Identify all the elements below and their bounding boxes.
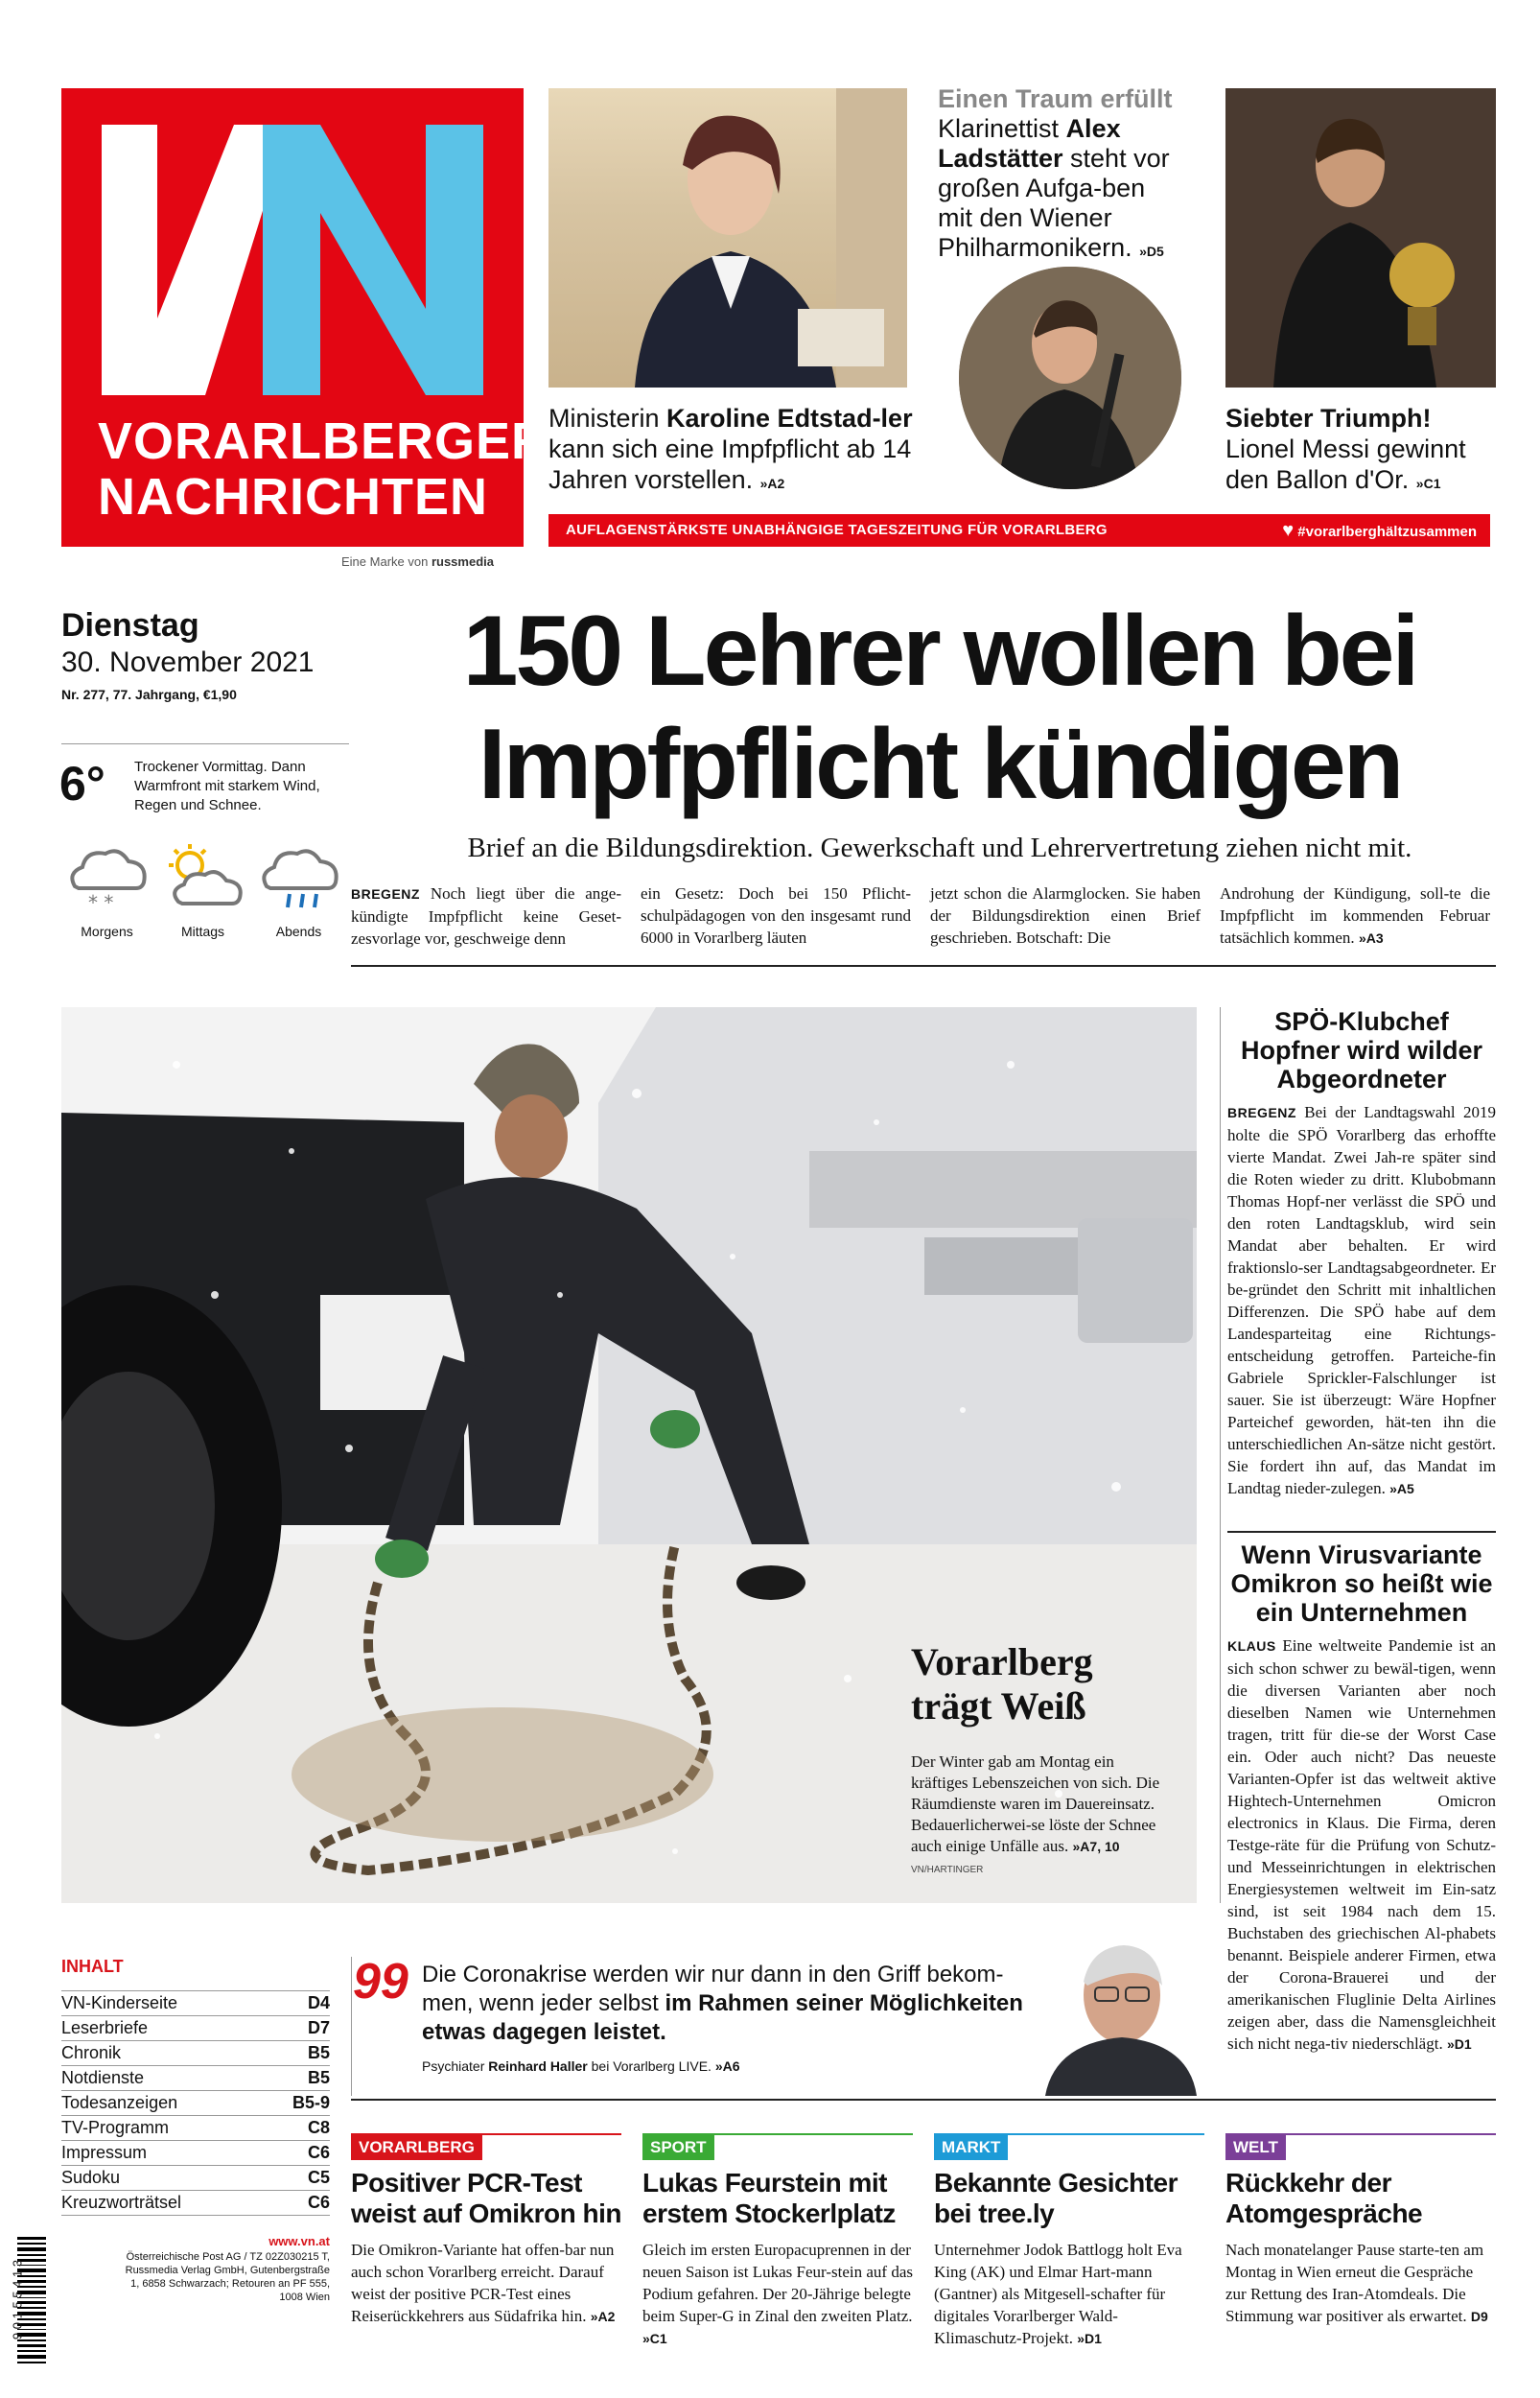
- spoe-place: BREGENZ: [1227, 1105, 1296, 1120]
- vn-logo-mark: [61, 88, 524, 405]
- spoe-head: SPÖ-Klubchef Hopfner wird wilder Abgeordneter: [1240, 1007, 1483, 1093]
- omikron-body: [1227, 1634, 1496, 2056]
- quote-bold: im Rahmen seiner Möglichkeiten etwas dagegen leistet.: [422, 1990, 1023, 2045]
- bottom-story-ref[interactable]: D9: [1470, 2309, 1488, 2324]
- index-row-label: Notdienste: [61, 2068, 145, 2087]
- spoe-story[interactable]: [1227, 1007, 1496, 1500]
- index-list: [61, 1990, 330, 2216]
- snow-cloud-icon: [63, 844, 152, 913]
- bottom-story-text: [351, 2239, 621, 2328]
- ladstaetter-teaser[interactable]: [938, 84, 1178, 267]
- brand-note: [341, 554, 494, 569]
- quote-text: [422, 1961, 1036, 2047]
- photo-title-line2: trägt Weiß: [911, 1684, 1086, 1728]
- bottom-story[interactable]: [642, 2133, 913, 2350]
- quote-source: [422, 2058, 1036, 2074]
- svg-text:* *: * *: [87, 891, 113, 913]
- brand-note-prefix: Eine Marke von: [341, 554, 429, 569]
- omikron-ref[interactable]: »D1: [1446, 2036, 1472, 2052]
- rain-cloud-icon: [255, 844, 343, 913]
- weather-midday-label: Mittags: [180, 924, 225, 939]
- haller-figure: [1036, 1918, 1197, 2096]
- weather-temp: 6°: [59, 757, 105, 811]
- bottom-story[interactable]: [934, 2133, 1204, 2350]
- weather-icons: [61, 844, 349, 959]
- messi-teaser[interactable]: [1225, 403, 1504, 499]
- messi-text: Lionel Messi gewinnt den Ballon d'Or.: [1225, 435, 1466, 494]
- edtstadler-name: Karoline Edtstad-ler: [666, 404, 913, 433]
- lead-subhead: Brief an die Bildungsdirektion. Gewerkschaft und Lehrervertretung ziehen nicht mit.: [467, 833, 1412, 863]
- photo-ref[interactable]: »A7, 10: [1072, 1839, 1120, 1854]
- snow-chain-photo[interactable]: [61, 1007, 1197, 1903]
- spoe-ref[interactable]: »A5: [1389, 1481, 1414, 1496]
- index-row-page: B5: [307, 2068, 330, 2087]
- bottom-story-head: Positiver PCR-Test weist auf Omikron hin: [351, 2168, 621, 2228]
- issue-info: Nr. 277, 77. Jahrgang, €1,90: [61, 687, 237, 702]
- edtstadler-post: kann sich eine Impfpflicht ab 14 Jahren vorstellen.: [548, 435, 912, 494]
- edtstadler-teaser[interactable]: [548, 403, 913, 499]
- index-row[interactable]: [61, 2166, 330, 2191]
- photo-credit: VN/HARTINGER: [911, 1865, 984, 1875]
- omikron-place: KLAUS: [1227, 1638, 1276, 1654]
- section-tag[interactable]: WELT: [1225, 2135, 1286, 2160]
- quote-mark-icon: 99: [353, 1954, 408, 2010]
- messi-ref[interactable]: »C1: [1415, 476, 1441, 491]
- edtstadler-pre: Ministerin: [548, 404, 667, 433]
- bottom-story[interactable]: [1225, 2133, 1496, 2328]
- spoe-text: Bei der Landtagswahl 2019 holte die SPÖ Vorarlberg das erhoffte vierte Mandat. Zwei Jah-re später sind die Roten wieder zu dritt. Klubobmann Thomas Hopf-ner verlässt die SPÖ und den roten Landtagsklub, wird sein Mandat aber behalten. Er wird fraktionslo-ser Landtagsabgeordneter. Er be-gründet den Schritt mit inhaltlichen Differenzen. Die SPÖ habe auf dem Landesparteitag eine Richtungs-entscheidung getroffen. Parteiche-fin Gabriele Sprickler-Falschlunger ist sauer. Sie ist überzeugt: Wäre Hopfner Parteichef geworden, hät-ten ihn die unterschiedlichen An-sätze nicht gestört. Sie fordert ihn auf, das Mandat im Landtag nieder-zulegen.: [1227, 1103, 1496, 1497]
- index-row-label: Leserbriefe: [61, 2018, 149, 2037]
- haller-portrait[interactable]: [1036, 1918, 1197, 2096]
- bottom-story-body: Gleich im ersten Europacuprennen in der neuen Saison ist Lukas Feur-stein auf das Podium gefahren. Der 20-Jährige belegte beim Super-G in Zinal den zweiten Platz.: [642, 2241, 913, 2325]
- photo-caption: [911, 1751, 1160, 1881]
- weather-evening: [253, 844, 344, 939]
- index-title: INHALT: [61, 1957, 124, 1976]
- omikron-story[interactable]: [1227, 1540, 1496, 2056]
- ladstaetter-photo[interactable]: [959, 267, 1181, 489]
- section-tag[interactable]: VORARLBERG: [351, 2135, 482, 2160]
- bottom-story-head: Rückkehr der Atomgespräche: [1225, 2168, 1423, 2228]
- weather-midday: [157, 844, 248, 939]
- bottom-story-head: Bekannte Gesichter bei tree.ly: [934, 2168, 1178, 2228]
- bottom-story-head: Lukas Feurstein mit erstem Stockerlplatz: [642, 2168, 896, 2228]
- lead-headline[interactable]: [384, 595, 1496, 821]
- weather-morning: [61, 844, 152, 939]
- barcode: [0, 2235, 52, 2398]
- ladstaetter-figure: [959, 267, 1181, 489]
- ladstaetter-ref[interactable]: »D5: [1139, 244, 1164, 259]
- bottom-story-body: Die Omikron-Variante hat offen-bar nun auch schon Vorarlberg erreicht. Darauf weist der positive PCR-Test eines Reiserückkehrers aus Südafrika hin.: [351, 2241, 615, 2325]
- index-row-page: B5: [307, 2043, 330, 2062]
- lead-col-2: ein Gesetz: Doch bei 150 Pflicht-schulpädagogen von den insgesamt rund 6000 in Vorarlberg läuten: [641, 884, 911, 947]
- dateline: [61, 606, 349, 702]
- bottom-story-ref[interactable]: »D1: [1077, 2331, 1102, 2346]
- omikron-text: Eine weltweite Pandemie ist an sich schon schwer zu bewäl-tigen, wenn die diversen Varianten aber noch dieselben Namen wie Unternehmen tragen, tritt für die-se der Worst Case ein. Oder auch nicht? Das neueste Varianten-Opfer ist das weltweit aktive Hightech-Unternehmen Omicron electronics in Klaus. Die Firma, deren Testge-räte für die Prüfung von Schutz- und Messeinrichtungen in elektrischen Energiesystemen weltweit im Ein-satz sind, ist seit 1984 nach dem 15. Buchstaben des griechischen Al-phabets benannt. Beispiele anderer Firmen, etwa der Corona-Brauerei und der amerikanischen Fluglinie Delta Airlines zeigen aber, dass die Namensgleichheit sich nicht nega-tiv niederschlägt.: [1227, 1636, 1496, 2053]
- tagline-banner: [548, 514, 1490, 547]
- omikron-head: Wenn Virusvariante Omikron so heißt wie ein Unternehmen: [1230, 1540, 1493, 1627]
- index-row[interactable]: [61, 2091, 330, 2116]
- spoe-divider: [1227, 1531, 1496, 1533]
- ladstaetter-pre: Klarinettist: [938, 114, 1066, 143]
- photo-caption-text: Der Winter gab am Montag ein kräftiges Lebenszeichen von sich. Die Räumdienste waren im Dauereinsatz. Bedauerlicherwei-se löste der Schnee auch einige Unfälle aus.: [911, 1752, 1160, 1855]
- quote-source-pre: Psychiater: [422, 2058, 489, 2074]
- index-row-label: Sudoku: [61, 2168, 121, 2187]
- lead-col1-text: Noch liegt über die ange-kündigte Impfpflicht keine Geset-zesvorlage vor, geschweige denn: [351, 884, 622, 948]
- index-row-page: C5: [307, 2168, 330, 2187]
- edtstadler-photo[interactable]: [548, 88, 907, 388]
- index-row-label: VN-Kinderseite: [61, 1993, 178, 2012]
- tagline-text: AUFLAGENSTÄRKSTE UNABHÄNGIGE TAGESZEITUNG FÜR VORARLBERG: [566, 522, 1108, 538]
- index-row[interactable]: [61, 2016, 330, 2041]
- index-row[interactable]: [61, 2116, 330, 2141]
- edtstadler-ref[interactable]: »A2: [759, 476, 785, 491]
- bottom-story-ref[interactable]: »A2: [590, 2309, 616, 2324]
- messi-figure: [1225, 88, 1496, 388]
- index-row-page: C6: [307, 2143, 330, 2162]
- hashtag[interactable]: [1282, 514, 1477, 549]
- index-row[interactable]: [61, 2066, 330, 2091]
- index-row-page: C6: [307, 2193, 330, 2212]
- right-col-divider: [1220, 1007, 1221, 1903]
- dateline-divider: [61, 743, 349, 744]
- index-row-page: C8: [307, 2118, 330, 2137]
- weather-evening-label: Abends: [275, 924, 322, 939]
- index-box: [61, 1957, 330, 2216]
- index-row[interactable]: [61, 2191, 330, 2216]
- masthead-logo[interactable]: [61, 88, 550, 547]
- heart-icon: ♥: [1282, 520, 1295, 541]
- edtstadler-figure: [548, 88, 907, 388]
- weather-morning-label: Morgens: [81, 924, 133, 939]
- ladstaetter-post: steht vor großen Aufga-ben mit den Wiener Philharmonikern.: [938, 144, 1170, 262]
- hashtag-text: #vorarlberghältzusammen: [1297, 524, 1477, 540]
- barcode-icon: [0, 2235, 52, 2369]
- index-row-page: B5-9: [292, 2093, 330, 2112]
- bottom-story[interactable]: [351, 2133, 621, 2328]
- bottom-story-ref[interactable]: »C1: [642, 2331, 667, 2346]
- barcode-number: 9 0 1 5 5 4 1 3: [10, 2259, 25, 2340]
- index-row[interactable]: [61, 1991, 330, 2016]
- section-tag[interactable]: MARKT: [934, 2135, 1008, 2160]
- lead-bottom-rule: [351, 965, 1496, 967]
- quote-box[interactable]: [422, 1961, 1036, 2074]
- index-row-label: Chronik: [61, 2043, 122, 2062]
- lead-headline-line1: 150 Lehrer wollen bei: [462, 596, 1417, 707]
- messi-photo[interactable]: [1225, 88, 1496, 388]
- lead-ref[interactable]: »A3: [1358, 930, 1384, 946]
- index-row[interactable]: [61, 2141, 330, 2166]
- date-day: Dienstag: [61, 607, 199, 644]
- index-row-label: Kreuzworträtsel: [61, 2193, 182, 2212]
- bottom-story-body: Unternehmer Jodok Battlogg holt Eva King (AK) und Elmar Hart-mann (Gantner) als Mitgesell-schafter für digitales Vorarlberger Wald-Klimaschutz-Projekt.: [934, 2241, 1182, 2347]
- weather-text: Trockener Vormittag. Dann Warmfront mit starkem Wind, Regen und Schnee.: [134, 759, 320, 813]
- date-full: 30. November 2021: [61, 647, 315, 678]
- ladstaetter-name: Alex Ladstätter: [938, 114, 1121, 173]
- masthead-name-line1: VORARLBERGER: [98, 412, 550, 470]
- lead-col-3: jetzt schon die Alarmglocken. Sie haben der Bildungsdirektion einen Brief geschrieben. Botschaft: Die: [930, 884, 1201, 947]
- index-row-page: D7: [307, 2018, 330, 2037]
- quote-ref[interactable]: »A6: [714, 2058, 740, 2074]
- lead-col4-text: Androhung der Kündigung, soll-te die Impfpflicht im kommenden Februar tatsächlich kommen.: [1220, 884, 1490, 947]
- quote-source-post: bei Vorarlberg LIVE.: [587, 2058, 712, 2074]
- bottom-story-text: [642, 2239, 913, 2350]
- bottom-story-body: Nach monatelanger Pause starte-ten am Montag in Wien erneut die Gespräche zur Rettung des Iran-Atomdeals. Die Stimmung war positiver als erwartet.: [1225, 2241, 1484, 2325]
- lead-col-1: [351, 882, 621, 950]
- quote-source-name: Reinhard Haller: [488, 2058, 588, 2074]
- messi-head: Siebter Triumph!: [1225, 404, 1432, 433]
- masthead-name-line2: NACHRICHTEN: [98, 468, 488, 526]
- lead-headline-line2: Impfpflicht kündigen: [478, 709, 1402, 820]
- imprint: [115, 2235, 330, 2304]
- index-row[interactable]: [61, 2041, 330, 2066]
- photo-title-line1: Vorarlberg: [911, 1640, 1093, 1683]
- russmedia-brand: russmedia: [431, 554, 494, 569]
- index-row-page: D4: [307, 1993, 330, 2012]
- quote-divider: [351, 1957, 352, 2096]
- ladstaetter-kicker: Einen Traum erfüllt: [938, 84, 1173, 113]
- index-row-label: Todesanzeigen: [61, 2093, 178, 2112]
- index-row-label: TV-Programm: [61, 2118, 170, 2137]
- lead-place: BREGENZ: [351, 886, 420, 902]
- lead-col-4: [1220, 882, 1490, 950]
- index-row-label: Impressum: [61, 2143, 148, 2162]
- bottom-story-text: [934, 2239, 1204, 2350]
- imprint-text: Österreichische Post AG / TZ 02Z030215 T, Russmedia Verlag GmbH, Gutenbergstraße 1, 6858 Schwarzach; Retouren an PF 555, 1008 Wien: [125, 2251, 330, 2303]
- spoe-body: [1227, 1101, 1496, 1500]
- website-url[interactable]: www.vn.at: [268, 2234, 330, 2248]
- photo-story-title[interactable]: [911, 1640, 1093, 1728]
- bottom-story-text: [1225, 2239, 1496, 2328]
- sun-cloud-icon: [159, 844, 247, 913]
- section-tag[interactable]: SPORT: [642, 2135, 714, 2160]
- quote-bottom-rule: [351, 2099, 1496, 2101]
- quote-pre: Die Coronakrise werden wir nur dann in den Griff bekom-men, wenn jeder selbst: [422, 1962, 1004, 2016]
